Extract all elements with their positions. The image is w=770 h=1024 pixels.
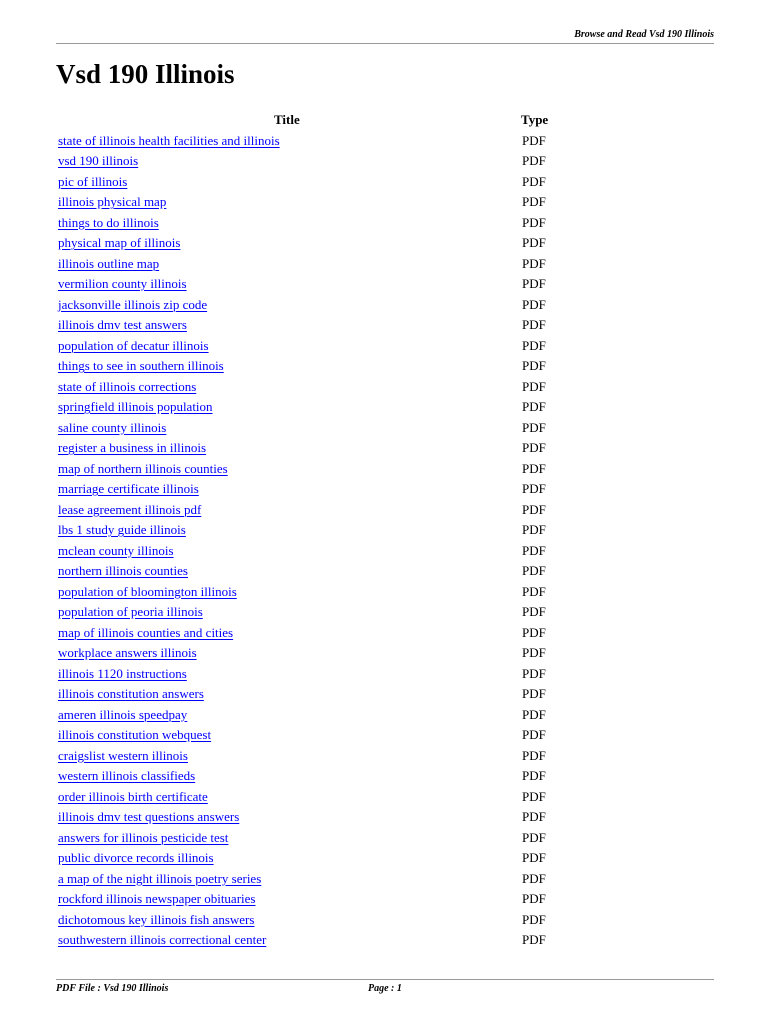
- type-cell: PDF: [522, 686, 546, 701]
- table-row: [58, 561, 578, 582]
- title-cell: [58, 746, 188, 766]
- table-row: [58, 274, 578, 295]
- type-cell: PDF: [522, 870, 546, 886]
- type-cell: PDF: [522, 583, 546, 599]
- title-cell: [58, 377, 196, 397]
- type-cell: PDF: [522, 440, 546, 455]
- table-row: [58, 500, 578, 521]
- header-divider: [56, 43, 714, 44]
- type-cell: PDF: [522, 255, 546, 271]
- document-link[interactable]: things to do illinois: [58, 214, 159, 230]
- header-text: Browse and Read Vsd 190 Illinois: [574, 29, 714, 40]
- document-link[interactable]: population of peoria illinois: [58, 604, 203, 619]
- title-cell: [58, 910, 254, 930]
- title-cell: [58, 479, 199, 499]
- document-link[interactable]: order illinois birth certificate: [58, 788, 208, 804]
- title-cell: [58, 787, 208, 807]
- title-cell: [58, 397, 213, 417]
- table-row: [58, 151, 578, 172]
- document-link[interactable]: map of illinois counties and cities: [58, 624, 234, 640]
- table-row: [58, 172, 578, 193]
- document-link[interactable]: register a business in illinois: [58, 440, 207, 455]
- title-cell: [58, 582, 237, 602]
- title-cell: [58, 766, 195, 786]
- document-link[interactable]: marriage certificate illinois: [58, 481, 199, 496]
- document-list: [58, 110, 578, 951]
- type-cell: PDF: [522, 522, 546, 537]
- title-cell: [58, 418, 166, 438]
- type-cell: PDF: [522, 317, 546, 332]
- type-cell: PDF: [522, 932, 546, 947]
- document-link[interactable]: population of bloomington illinois: [58, 583, 237, 599]
- table-row: [58, 315, 578, 336]
- table-row: [58, 131, 578, 152]
- title-cell: [58, 541, 174, 561]
- title-cell: [58, 869, 261, 889]
- table-row: [58, 192, 578, 213]
- document-link[interactable]: illinois dmv test questions answers: [58, 809, 240, 824]
- document-link[interactable]: jacksonville illinois zip code: [58, 296, 208, 312]
- document-link[interactable]: mclean county illinois: [58, 542, 174, 558]
- table-row: [58, 889, 578, 910]
- table-row: [58, 602, 578, 623]
- document-link[interactable]: rockford illinois newspaper obituaries: [58, 891, 256, 906]
- title-cell: [58, 664, 187, 684]
- title-cell: [58, 438, 206, 458]
- footer-divider: [56, 979, 714, 980]
- title-cell: [58, 233, 180, 253]
- document-link[interactable]: illinois outline map: [58, 255, 160, 271]
- type-cell: PDF: [522, 235, 546, 250]
- type-cell: PDF: [522, 132, 546, 148]
- table-row: [58, 336, 578, 357]
- table-row: [58, 766, 578, 787]
- document-link[interactable]: pic of illinois: [58, 173, 128, 189]
- document-link[interactable]: physical map of illinois: [58, 235, 181, 250]
- title-cell: [58, 192, 166, 212]
- document-link[interactable]: lease agreement illinois pdf: [58, 501, 202, 517]
- document-link[interactable]: map of northern illinois counties: [58, 460, 228, 476]
- table-row: [58, 828, 578, 849]
- document-link[interactable]: saline county illinois: [58, 419, 167, 435]
- document-link[interactable]: public divorce records illinois: [58, 850, 214, 865]
- title-cell: [58, 705, 187, 725]
- type-cell: PDF: [522, 604, 546, 619]
- footer-file-label: PDF File : Vsd 190 Illinois: [56, 983, 169, 994]
- table-row: [58, 623, 578, 644]
- document-link[interactable]: southwestern illinois correctional center: [58, 932, 267, 947]
- title-cell: [58, 848, 214, 868]
- type-cell: PDF: [522, 645, 546, 660]
- document-link[interactable]: illinois dmv test answers: [58, 317, 187, 332]
- title-cell: [58, 151, 138, 171]
- table-row: [58, 213, 578, 234]
- type-cell: PDF: [522, 337, 546, 353]
- table-row: [58, 930, 578, 951]
- title-cell: [58, 602, 203, 622]
- type-cell: PDF: [522, 747, 546, 763]
- column-header-type: Type: [521, 112, 549, 127]
- table-row: [58, 787, 578, 808]
- title-cell: [58, 172, 127, 192]
- type-cell: PDF: [522, 460, 546, 476]
- document-link[interactable]: state of illinois health facilities and illinois: [58, 132, 280, 148]
- title-cell: [58, 828, 228, 848]
- type-cell: PDF: [522, 276, 546, 291]
- title-cell: [58, 684, 204, 704]
- document-link[interactable]: vermilion county illinois: [58, 276, 187, 291]
- table-row: [58, 438, 578, 459]
- type-cell: PDF: [522, 624, 546, 640]
- type-cell: PDF: [522, 501, 546, 517]
- type-cell: PDF: [522, 788, 546, 804]
- title-cell: [58, 561, 188, 581]
- document-link[interactable]: population of decatur illinois: [58, 337, 209, 353]
- type-cell: PDF: [522, 214, 546, 230]
- title-cell: [58, 336, 209, 356]
- footer-page-number: Page : 1: [368, 983, 402, 994]
- document-link[interactable]: dichotomous key illinois fish answers: [58, 911, 255, 927]
- table-row: [58, 356, 578, 377]
- title-cell: [58, 131, 280, 151]
- title-cell: [58, 315, 187, 335]
- title-cell: [58, 930, 266, 950]
- title-cell: [58, 500, 201, 520]
- title-cell: [58, 889, 255, 909]
- table-row: [58, 807, 578, 828]
- document-link[interactable]: answers for illinois pesticide test: [58, 829, 229, 845]
- table-row: [58, 664, 578, 685]
- column-header-title: Title: [274, 112, 300, 127]
- title-cell: [58, 807, 239, 827]
- table-row: [58, 705, 578, 726]
- type-cell: PDF: [522, 194, 546, 209]
- type-cell: PDF: [522, 378, 546, 394]
- document-link[interactable]: workplace answers illinois: [58, 645, 197, 660]
- type-cell: PDF: [522, 809, 546, 824]
- title-cell: [58, 295, 207, 315]
- type-cell: PDF: [522, 829, 546, 845]
- type-cell: PDF: [522, 296, 546, 312]
- table-row: [58, 520, 578, 541]
- document-link[interactable]: illinois physical map: [58, 194, 167, 209]
- table-row: [58, 397, 578, 418]
- type-cell: PDF: [522, 153, 546, 168]
- title-cell: [58, 459, 228, 479]
- type-cell: PDF: [522, 419, 546, 435]
- table-row: [58, 233, 578, 254]
- type-cell: PDF: [522, 665, 546, 681]
- document-link[interactable]: state of illinois corrections: [58, 378, 197, 394]
- type-cell: PDF: [522, 563, 546, 578]
- title-cell: [58, 520, 186, 540]
- document-link[interactable]: illinois constitution webquest: [58, 727, 212, 742]
- table-row: [58, 459, 578, 480]
- type-cell: PDF: [522, 891, 546, 906]
- table-row: [58, 582, 578, 603]
- type-cell: PDF: [522, 358, 546, 373]
- table-row: [58, 254, 578, 275]
- title-cell: [58, 356, 224, 376]
- type-cell: PDF: [522, 481, 546, 496]
- table-row: [58, 746, 578, 767]
- document-link[interactable]: illinois constitution answers: [58, 686, 204, 701]
- type-cell: PDF: [522, 706, 546, 722]
- table-row: [58, 377, 578, 398]
- table-row: [58, 725, 578, 746]
- document-link[interactable]: craigslist western illinois: [58, 747, 188, 763]
- type-cell: PDF: [522, 727, 546, 742]
- table-row: [58, 479, 578, 500]
- table-row: [58, 643, 578, 664]
- table-row: [58, 418, 578, 439]
- document-title: Vsd 190 Illinois: [56, 59, 235, 89]
- title-cell: [58, 623, 233, 643]
- table-row: [58, 848, 578, 869]
- type-cell: PDF: [522, 542, 546, 558]
- document-link[interactable]: lbs 1 study guide illinois: [58, 522, 186, 537]
- type-cell: PDF: [522, 399, 546, 414]
- table-row: [58, 295, 578, 316]
- document-link[interactable]: a map of the night illinois poetry series: [58, 870, 262, 886]
- title-cell: [58, 254, 159, 274]
- table-row: [58, 684, 578, 705]
- document-link[interactable]: ameren illinois speedpay: [58, 706, 188, 722]
- title-cell: [58, 274, 187, 294]
- document-link[interactable]: illinois 1120 instructions: [58, 665, 187, 681]
- type-cell: PDF: [522, 768, 546, 783]
- title-cell: [58, 643, 197, 663]
- document-link[interactable]: northern illinois counties: [58, 563, 188, 578]
- document-link[interactable]: western illinois classifieds: [58, 768, 196, 783]
- table-row: [58, 541, 578, 562]
- table-row: [58, 910, 578, 931]
- table-header-row: [58, 110, 578, 131]
- document-link[interactable]: springfield illinois population: [58, 399, 213, 414]
- type-cell: PDF: [522, 173, 546, 189]
- title-cell: [58, 213, 159, 233]
- table-row: [58, 869, 578, 890]
- document-link[interactable]: vsd 190 illinois: [58, 153, 139, 168]
- type-cell: PDF: [522, 911, 546, 927]
- type-cell: PDF: [522, 850, 546, 865]
- title-cell: [58, 725, 211, 745]
- document-link[interactable]: things to see in southern illinois: [58, 358, 224, 373]
